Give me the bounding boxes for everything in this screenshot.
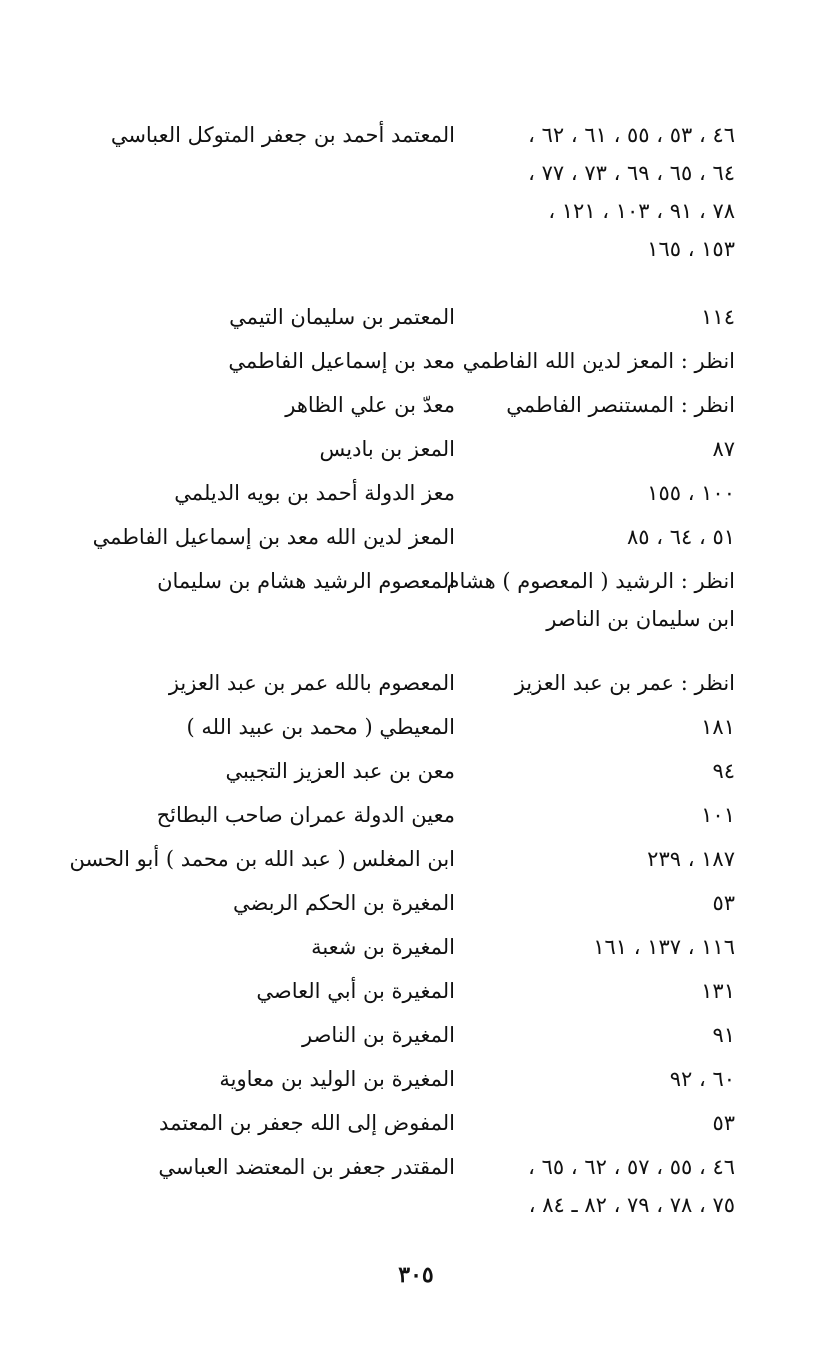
entry-references [455, 928, 735, 966]
index-entry [60, 1104, 770, 1142]
entry-name: معن بن عبد العزيز التجيبي [225, 759, 455, 783]
reference-line: ٦٠ ، ٩٢ [669, 1067, 735, 1091]
entry-name: المعتمر بن سليمان التيمي [229, 305, 455, 329]
index-entry [60, 972, 770, 1010]
entry-name: المعيطي ( محمد بن عبيد الله ) [186, 715, 455, 739]
entry-references [455, 1148, 735, 1224]
entry-references [455, 840, 735, 878]
entry-name: المغيرة بن الوليد بن معاوية [219, 1067, 455, 1091]
entry-references [455, 972, 735, 1010]
reference-line: ١٣١ [701, 979, 735, 1003]
reference-line: ٨٧ [712, 437, 735, 461]
entry-name: معد بن إسماعيل الفاطمي [228, 349, 455, 373]
reference-line: ٤٦ ، ٥٣ ، ٥٥ ، ٦١ ، ٦٢ ، [528, 123, 735, 147]
entry-references [455, 1104, 735, 1142]
entry-references [455, 708, 735, 746]
index-entry [60, 664, 770, 702]
entry-name: المغيرة بن أبي العاصي [256, 979, 455, 1003]
entry-references [455, 116, 735, 268]
index-entry [60, 752, 770, 790]
reference-line: انظر : المعز لدين الله الفاطمي [462, 349, 735, 373]
page-number: ٣٠٥ [398, 1262, 434, 1288]
index-entry [60, 430, 770, 468]
reference-line: انظر : عمر بن عبد العزيز [514, 671, 735, 695]
entry-name: المغيرة بن الحكم الربضي [232, 891, 455, 915]
index-entry [60, 116, 770, 268]
reference-line: ١٨١ [701, 715, 735, 739]
entry-name: معز الدولة أحمد بن بويه الديلمي [174, 481, 455, 505]
index-entry [60, 708, 770, 746]
reference-line: انظر : الرشيد ( المعصوم ) هشام [446, 569, 735, 593]
index-entry [60, 518, 770, 556]
entry-name: المعصوم بالله عمر بن عبد العزيز [168, 671, 455, 695]
reference-line: ابن سليمان بن الناصر [546, 607, 735, 631]
index-entry [60, 840, 770, 878]
reference-line: ٩٤ [712, 759, 735, 783]
reference-line: انظر : المستنصر الفاطمي [506, 393, 735, 417]
index-entry [60, 298, 770, 336]
entry-name: المغيرة بن شعبة [311, 935, 455, 959]
entry-references [455, 430, 735, 468]
reference-line: ٦٤ ، ٦٥ ، ٦٩ ، ٧٣ ، ٧٧ ، [528, 161, 735, 185]
reference-line: ٧٥ ، ٧٨ ، ٧٩ ، ٨٢ ـ ٨٤ ، [528, 1193, 735, 1217]
reference-line: ١٨٧ ، ٢٣٩ [647, 847, 735, 871]
entry-references [455, 474, 735, 512]
entry-name: معين الدولة عمران صاحب البطائح [156, 803, 455, 827]
index-entry [60, 474, 770, 512]
entry-references [455, 1060, 735, 1098]
reference-line: ١٥٣ ، ١٦٥ [647, 237, 735, 261]
reference-line: ٧٨ ، ٩١ ، ١٠٣ ، ١٢١ ، [548, 199, 735, 223]
reference-line: ٥٣ [712, 1111, 735, 1135]
entry-references [455, 796, 735, 834]
reference-line: ٥٣ [712, 891, 735, 915]
entry-name: المعتمد أحمد بن جعفر المتوكل العباسي [110, 123, 455, 147]
reference-line: ١١٦ ، ١٣٧ ، ١٦١ [593, 935, 735, 959]
entry-references [455, 518, 735, 556]
entry-references [455, 752, 735, 790]
index-entry [60, 1016, 770, 1054]
index-entry [60, 884, 770, 922]
index-entry [60, 796, 770, 834]
entry-references [455, 298, 735, 336]
entry-name: معدّ بن علي الظاهر [285, 393, 455, 417]
index-entry [60, 1060, 770, 1098]
entry-name: المفوض إلى الله جعفر بن المعتمد [159, 1111, 455, 1135]
entry-name: المقتدر جعفر بن المعتضد العباسي [158, 1155, 455, 1179]
index-entry [60, 342, 770, 380]
entry-references [455, 884, 735, 922]
entry-name: المعصوم الرشيد هشام بن سليمان [157, 569, 455, 593]
entry-name: المغيرة بن الناصر [302, 1023, 455, 1047]
index-list [60, 110, 770, 1224]
index-entry [60, 1148, 770, 1224]
entry-references [455, 386, 735, 424]
reference-line: ٤٦ ، ٥٥ ، ٥٧ ، ٦٢ ، ٦٥ ، [528, 1155, 735, 1179]
entry-references [446, 562, 735, 638]
entry-name: ابن المغلس ( عبد الله بن محمد ) أبو الحسن [69, 847, 455, 871]
entry-references [455, 342, 735, 380]
reference-line: ١١٤ [701, 305, 735, 329]
index-entry [60, 386, 770, 424]
reference-line: ١٠١ [701, 803, 735, 827]
entry-name: المعز لدين الله معد بن إسماعيل الفاطمي [92, 525, 455, 549]
entry-references [455, 664, 735, 702]
reference-line: ١٠٠ ، ١٥٥ [647, 481, 735, 505]
index-entry [60, 562, 770, 638]
reference-line: ٥١ ، ٦٤ ، ٨٥ [627, 525, 735, 549]
reference-line: ٩١ [712, 1023, 735, 1047]
entry-name: المعز بن باديس [319, 437, 455, 461]
entry-references [455, 1016, 735, 1054]
index-entry [60, 928, 770, 966]
